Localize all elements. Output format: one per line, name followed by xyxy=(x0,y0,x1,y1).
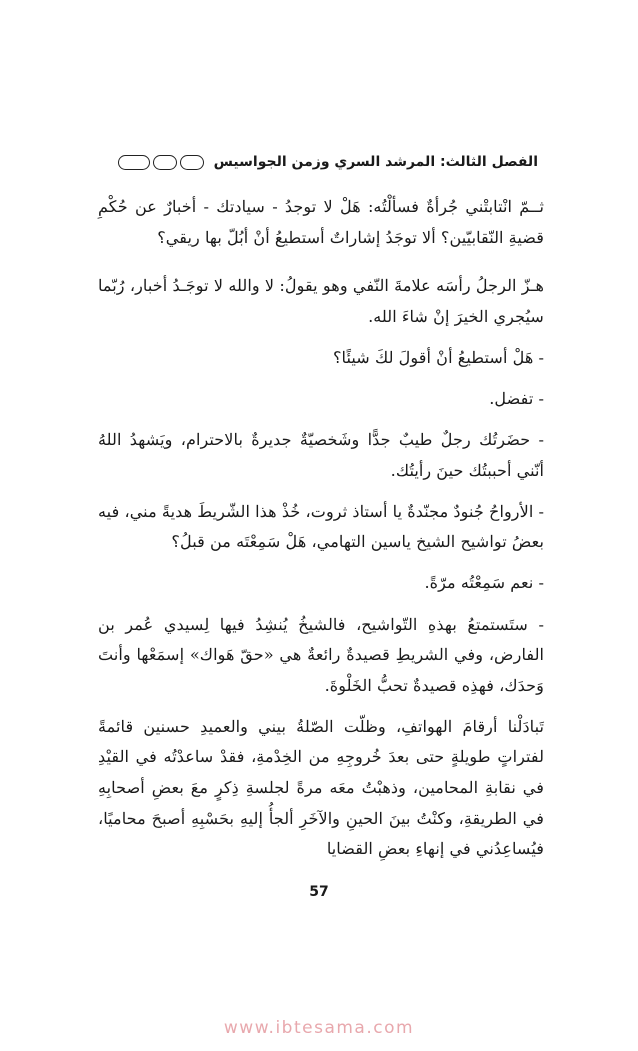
header-ornament-icon xyxy=(118,155,204,170)
paragraph: ثــمّ انْتابتْني جُرأةٌ فسألْتُه: هَلْ لا توجدُ - سيادتك - أخبارٌ عن حُكْمِ قضيةِ النّقابيّين؟ ألا توجَدُ إشاراتٌ أستطيعُ أنْ أبُلّ بها ريقي؟ xyxy=(98,197,544,247)
watermark: www.ibtesama.com xyxy=(223,1018,415,1038)
dialogue-line: - تفضل. xyxy=(489,388,544,408)
ornament-pill-icon xyxy=(118,155,150,170)
ornament-pill-icon xyxy=(180,155,204,170)
dialogue-line: - الأرواحُ جُنودٌ مجنّدةٌ يا أستاذ ثروت، خُذْ هذا الشّريطَ هديةً مني، فيه بعضُ تواشيح الشيخ ياسين التهامي، هَلْ سَمِعْتَه من قبلُ؟ xyxy=(98,501,544,552)
page-number: 57 xyxy=(309,884,329,900)
dialogue-line: - هَلْ أستطيعُ أنْ أقولَ لكَ شيئًا؟ xyxy=(332,347,544,367)
dialogue-line: - نعم سَمِعْتُه مرّةً. xyxy=(424,573,544,593)
ornament-pill-icon xyxy=(153,155,177,170)
paragraph: تَبادَلْنا أرقامَ الهواتفِ، وظلّت الصّلةُ بيني والعميدِ حسنين قائمةً لفتراتٍ طويلةٍ حتى بعدَ خُروجِهِ من الخِدْمةِ، فقدْ ساعدْتُه في القيْدِ في نقابةِ المحامين، وذهبْتُ معَه مرةً لجلسةِ ذِكرٍ معَ بعضِ أصحابِهِ في الطريقةِ، وكنْتُ بينَ الحينِ والآخَرِ ألجأُ إليهِ بحَسْبِهِ أصبحَ محاميًا، فيُساعِدُني في إنهاءِ بعضِ القضايا xyxy=(98,716,544,859)
dialogue-line: - ستَستمتعُ بهذهِ التّواشيح، فالشيخُ يُنشِدُ فيها لِسيدي عُمر بن الفارض، وفي الشريطِ قصيدةٌ رائعةٌ هي «حقّ هَواك» إسمَعْها وأنتَ وَحدَك، فهذِه قصيدةٌ تحبُّ الخَلْوةَ. xyxy=(98,614,544,695)
chapter-title: الفصل الثالث: المرشد السري وزمن الجواسيس xyxy=(213,154,538,170)
dialogue-line: - حضَرتُك رجلٌ طيبٌ جدًّا وشَخصيّةٌ جديرةٌ بالاحترام، ويَشهدُ اللهُ أنّني أحببتُك حينَ رأيتُك. xyxy=(98,430,544,480)
paragraph: هـزّ الرجلُ رأسَه علامةَ النّفي وهو يقولُ: لا والله لا توجَـدُ أخبار، رُبّما سيُجري الخيرَ إنْ شاءَ الله. xyxy=(98,276,544,326)
body-text xyxy=(98,192,544,875)
running-header xyxy=(100,150,538,174)
